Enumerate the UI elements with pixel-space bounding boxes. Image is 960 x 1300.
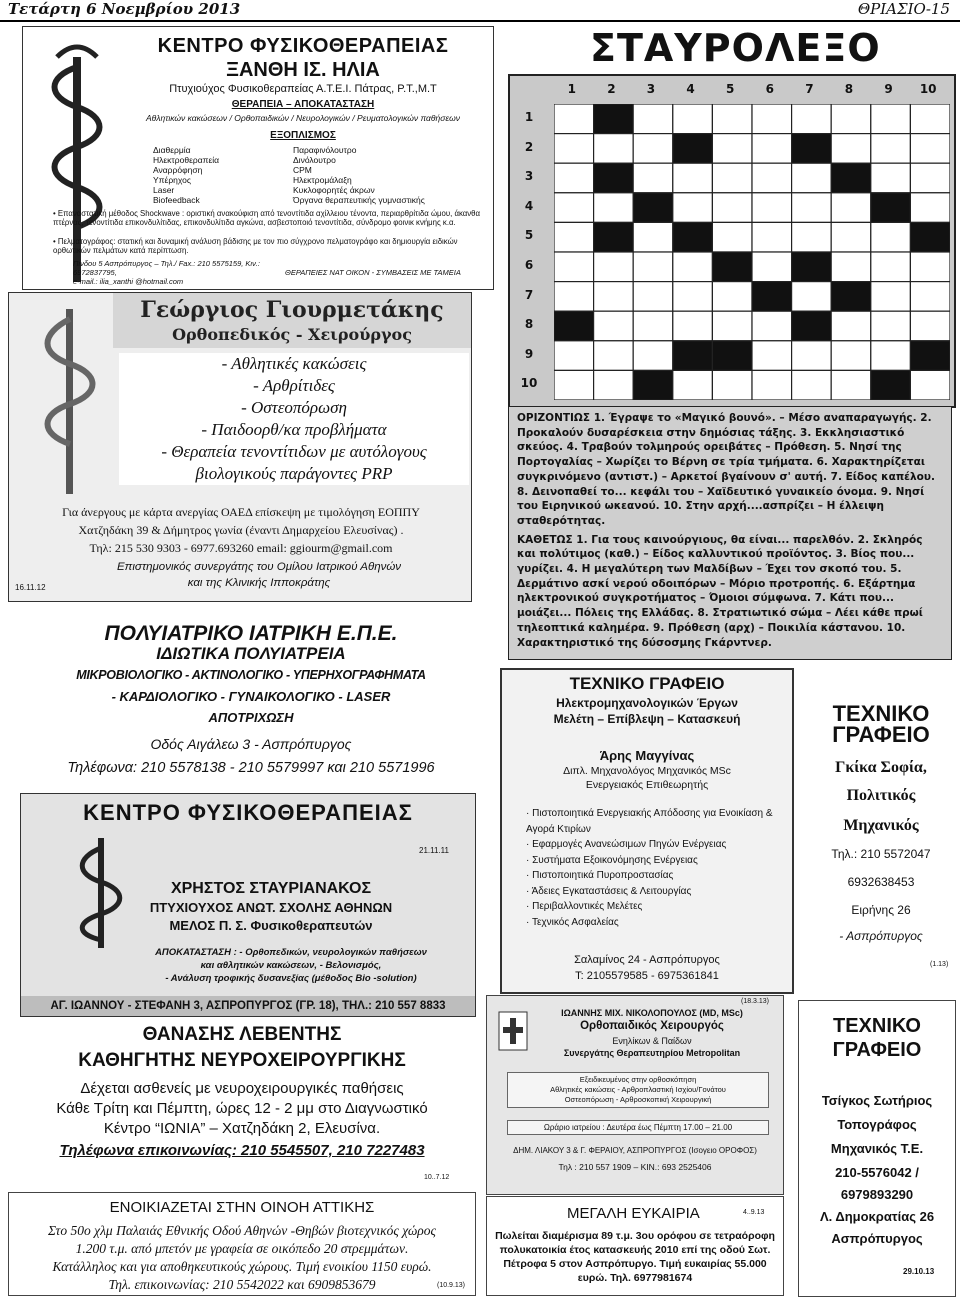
- ad-technical-office-magginas: [500, 668, 794, 994]
- crossword-cell: [831, 163, 871, 193]
- ad-physio-ilia: [22, 26, 494, 290]
- crossword-col-number: 9: [884, 82, 893, 96]
- ad2-services: [119, 353, 469, 485]
- ad-technical-office-tsigkos: [798, 1000, 956, 1297]
- crossword-cell: [752, 193, 792, 223]
- crossword-row-number: 7: [524, 287, 534, 302]
- ad1-address: Πίνδου 5 Ασπρόπυργος – Τηλ./ Fax.: 210 5575159, Κιν.: 6972837795,: [73, 259, 261, 277]
- clues-across-title: ΟΡΙΖΟΝΤΙΩΣ: [517, 412, 591, 424]
- crossword-cell: [554, 341, 594, 371]
- crossword-cell: [831, 252, 871, 282]
- crossword-cell: [792, 370, 832, 400]
- crossword-cell: [910, 193, 950, 223]
- crossword-cell: [871, 193, 911, 223]
- crossword-cell: [910, 311, 950, 341]
- list-item: Κυκλοφορητές άκρων: [293, 185, 375, 195]
- crossword-cell: [871, 282, 911, 312]
- ad8-desc-line: Εξειδικευμένος στην ορθοσκόπηση: [579, 1075, 697, 1084]
- ad10-title2: ΓΡΑΦΕΙΟ: [832, 1039, 922, 1061]
- crossword-cell: [792, 134, 832, 164]
- header-date: Τετάρτη 6 Νοεμβρίου 2013: [8, 0, 241, 18]
- ad11-text2: 1.200 τ.μ. από μπετόν με γραφεία σε οικόπεδο 20 στρεμμάτων.: [75, 1241, 409, 1256]
- ad6-street: Ειρήνης 26: [851, 903, 911, 917]
- crossword-cell: [594, 341, 634, 371]
- crossword-cell: [633, 282, 673, 312]
- crossword-cell: [831, 193, 871, 223]
- ad8-name: ΙΩΑΝΝΗΣ ΜΙΧ. ΝΙΚΟΛΟΠΟΥΛΟΣ (MD, MSc): [561, 1008, 743, 1018]
- crossword-cell: [910, 104, 950, 134]
- ad7-date: 10..7.12: [424, 1174, 450, 1181]
- crossword-cell: [712, 163, 752, 193]
- ad-apartment-sale: [486, 1196, 784, 1296]
- crossword-cell: [673, 282, 713, 312]
- ad5-subtitle: Ηλεκτρομηχανολογικών Έργων: [556, 696, 738, 710]
- crossword-cell: [554, 282, 594, 312]
- ad8-date: (18.3.13): [741, 998, 770, 1005]
- list-item: - Παιδοορθ/κα προβλήματα: [201, 420, 387, 439]
- crossword-cell: [712, 370, 752, 400]
- crossword-grid: [554, 104, 950, 400]
- list-item: Ηλεκτρομάλαξη: [293, 175, 352, 185]
- ad3-services-line2: - ΚΑΡΔΙΟΛΟΓΙΚΟ - ΓΥΝΑΙΚΟΛΟΓΙΚΟ - LASER: [111, 689, 391, 704]
- crossword-cell: [673, 134, 713, 164]
- ad-orthopedic-giourmetakis: [8, 292, 472, 602]
- ad4-title: ΚΕΝΤΡΟ ΦΥΣΙΚΟΘΕΡΑΠΕΙΑΣ: [83, 800, 413, 825]
- ad5-degree2: Ενεργειακός Επιθεωρητής: [585, 779, 709, 791]
- crossword-cell: [712, 104, 752, 134]
- crossword-title: ΣΤΑΥΡΟΛΕΞΟ: [590, 26, 881, 70]
- ad7-line3: Κέντρο “ΙΩΝΙΑ” – Χατζηδάκη 2, Ελευσίνα.: [103, 1120, 381, 1137]
- header-page-label: ΘΡΙΑΣΙΟ-15: [857, 0, 950, 18]
- crossword-cell: [792, 311, 832, 341]
- crossword-cell: [594, 193, 634, 223]
- ad6-role1: Πολιτικός: [846, 787, 916, 804]
- crossword-col-number: 1: [567, 82, 576, 96]
- crossword-puzzle: [508, 74, 956, 408]
- crossword-col-number: 7: [805, 82, 814, 96]
- crossword-cell: [792, 341, 832, 371]
- crossword-cell: [831, 222, 871, 252]
- list-item: - Αρθρίτιδες: [253, 376, 335, 395]
- crossword-cell: [910, 134, 950, 164]
- ad2-contact: Τηλ: 215 530 9303 - 6977.693260 email: ggiourm@gmail.com: [89, 541, 393, 555]
- list-item: · Άδειες Εγκαταστάσεις & Λειτουργίας: [526, 885, 692, 897]
- ad5-phones: Τ: 2105579585 - 6975361841: [575, 970, 719, 982]
- ad2-info-line: Χατζηδάκη 39 & Δήμητρος γωνία (έναντι Δημαρχείου Ελευσίνας) .: [78, 523, 404, 537]
- crossword-cell: [712, 193, 752, 223]
- ad2-date: 16.11.12: [15, 583, 46, 592]
- crossword-cell: [871, 252, 911, 282]
- ad1-equipment-title: ΕΞΟΠΛΙΣΜΟΣ: [270, 130, 336, 141]
- crossword-cell: [792, 104, 832, 134]
- ad7-title: ΚΑΘΗΓΗΤΗΣ ΝΕΥΡΟΧΕΙΡΟΥΡΓΙΚΗΣ: [78, 1050, 406, 1071]
- crossword-cell: [752, 282, 792, 312]
- ad3-services-line3: ΑΠΟΤΡΙΧΩΣΗ: [208, 710, 294, 725]
- crossword-cell: [554, 193, 594, 223]
- ad3-phones: Τηλέφωνα: 210 5578138 - 210 5579997 και 210 5571996: [67, 760, 435, 776]
- crossword-cell: [554, 222, 594, 252]
- crossword-cell: [594, 134, 634, 164]
- crossword-cell: [871, 311, 911, 341]
- ad3-subtitle: ΙΔΙΩΤΙΚΑ ΠΟΛΥΙΑΤΡΕΙΑ: [156, 644, 346, 663]
- caduceus-logo: [15, 299, 125, 499]
- crossword-col-number: 8: [844, 82, 854, 96]
- ad10-name: Τσίγκος Σωτήριος: [821, 1093, 933, 1108]
- crossword-row-number: 4: [524, 198, 534, 213]
- ad-orthopedic-nikolopoulos: [486, 995, 784, 1195]
- crossword-cell: [752, 370, 792, 400]
- ad8-hours: Ωράριο ιατρείου : Δευτέρα έως Πέμπτη 17.00 – 21.00: [507, 1120, 769, 1135]
- ad1-note-insole: • Πελματογράφος: στατική και δυναμική ανάλυση βάδισης με τον πιο σύγχρονο πελματογράφο και δημιουργία ειδικών ορθωτικών πελμάτων κατά περίπτωση.: [53, 237, 458, 255]
- list-item: Διαθερμία: [153, 145, 191, 155]
- crossword-cell: [594, 104, 634, 134]
- clues-down-title: ΚΑΘΕΤΩΣ: [517, 533, 573, 546]
- crossword-cell: [633, 134, 673, 164]
- list-item: · Περιβαλλοντικές Μελέτες: [526, 901, 643, 912]
- crossword-cell: [712, 134, 752, 164]
- crossword-cell: [673, 370, 713, 400]
- crossword-cell: [712, 222, 752, 252]
- crossword-cell: [792, 282, 832, 312]
- crossword-cell: [594, 370, 634, 400]
- ad11-text3: Κατάλληλος και για αποθηκευτικούς χώρους. Τιμή ενοικίου 1150 ευρώ.: [52, 1259, 432, 1274]
- list-item: Υπέρηχος: [153, 175, 191, 185]
- crossword-cell: [633, 104, 673, 134]
- crossword-cell: [712, 252, 752, 282]
- ad8-sub2: Συνεργάτης Θεραπευτηρίου Metropolitan: [563, 1048, 741, 1058]
- list-item: - Οστεοπόρωση: [241, 398, 347, 417]
- ad8-sub1: Ενηλίκων & Παίδων: [612, 1036, 692, 1046]
- crossword-cell: [871, 341, 911, 371]
- crossword-cell: [910, 370, 950, 400]
- crossword-cell: [910, 222, 950, 252]
- list-item: Ηλεκτροθεραπεία: [153, 155, 220, 165]
- ad10-mobile: 6979893290: [840, 1187, 914, 1202]
- crossword-cell: [792, 252, 832, 282]
- crossword-cell: [673, 104, 713, 134]
- ad2-collab: [49, 559, 469, 591]
- ad8-desc-line: Οστεοπόρωση - Αρθροσκοπική Χειρουργική: [564, 1095, 712, 1104]
- ad2-collab-line: Επιστημονικός συνεργάτης του Ομίλου Ιατρικού Αθηνών: [116, 561, 402, 573]
- ad-polyclinic: [8, 618, 494, 788]
- ad-physio-stavrianakos: [20, 793, 476, 1017]
- ad5-address: Σαλαμίνος 24 - Ασπρόπυργος: [574, 954, 720, 966]
- ad1-subtitle: Πτυχιούχος Φυσικοθεραπείας Α.Τ.Ε.Ι. Πάτρας, P.T.,M.T: [169, 83, 437, 95]
- crossword-cell: [554, 311, 594, 341]
- crossword-cell: [594, 222, 634, 252]
- list-item: Όργανα θεραπευτικής γυμναστικής: [293, 195, 425, 205]
- ad8-description: [507, 1072, 769, 1108]
- ad-rental-oinoi: [8, 1192, 476, 1296]
- ad7-name: ΘΑΝΑΣΗΣ ΛΕΒΕΝΤΗΣ: [142, 1024, 342, 1045]
- crossword-cell: [792, 222, 832, 252]
- ad7-phones: Τηλέφωνα επικοινωνίας: 210 5545507, 210 7227483: [59, 1142, 425, 1159]
- ad6-phone: Τηλ.: 210 5572047: [831, 847, 931, 861]
- crossword-cell: [752, 341, 792, 371]
- ad10-street: Λ. Δημοκρατίας 26: [819, 1209, 935, 1224]
- crossword-cell: [594, 163, 634, 193]
- ad2-info: [13, 503, 469, 557]
- ad1-equipment-left: [153, 145, 293, 205]
- list-item: · Τεχνικός Ασφαλείας: [526, 916, 619, 928]
- crossword-cell: [594, 311, 634, 341]
- crossword-cell: [712, 341, 752, 371]
- crossword-col-number: 3: [646, 82, 656, 96]
- ad1-section: ΘΕΡΑΠΕΙΑ – ΑΠΟΚΑΤΑΣΤΑΣΗ: [231, 99, 375, 110]
- crossword-cell: [910, 252, 950, 282]
- crossword-col-number: 4: [686, 82, 695, 96]
- crossword-cell: [633, 341, 673, 371]
- crossword-row-number: 3: [524, 169, 534, 184]
- crossword-cell: [831, 311, 871, 341]
- list-item: Αναρρόφηση: [153, 165, 203, 175]
- crossword-cell: [792, 193, 832, 223]
- ad8-desc-line: Αθλητικές κακώσεις - Αρθροπλαστική Ισχίου/Γονάτου: [550, 1085, 726, 1094]
- ad2-info-line: Για άνεργους με κάρτα ανεργίας ΟΑΕΔ επίσκεψη με τιμολόγηση ΕΟΠΠΥ: [62, 505, 420, 519]
- crossword-row-number: 9: [524, 346, 534, 361]
- ad6-role2: Μηχανικός: [843, 817, 919, 834]
- crossword-cell: [554, 252, 594, 282]
- crossword-cell: [831, 282, 871, 312]
- ad4-footer: ΑΓ. ΙΩΑΝΝΟΥ - ΣΤΕΦΑΝΗ 3, ΑΣΠΡΟΠΥΡΓΟΣ (ΓΡ. 18), ΤΗΛ.: 210 557 8833: [21, 996, 475, 1016]
- crossword-cell: [871, 370, 911, 400]
- crossword-cell: [831, 134, 871, 164]
- ad6-date: (1.13): [930, 961, 949, 968]
- crossword-col-number: 10: [919, 82, 937, 96]
- crossword-cell: [712, 282, 752, 312]
- crossword-cell: [554, 163, 594, 193]
- crossword-row-number: 5: [524, 228, 534, 243]
- list-item: Παραφινόλουτρο: [293, 145, 357, 155]
- crossword-row-number: 10: [520, 376, 538, 391]
- crossword-col-number: 2: [607, 82, 616, 96]
- ad4-degree: ΠΤΥΧΙΟΥΧΟΣ ΑΝΩΤ. ΣΧΟΛΗΣ ΑΘΗΝΩΝ: [149, 900, 393, 915]
- crossword-cell: [910, 341, 950, 371]
- crossword-cell: [594, 252, 634, 282]
- ad5-subtitle2: Μελέτη – Επίβλεψη – Κατασκευή: [553, 712, 741, 726]
- crossword-cell: [910, 282, 950, 312]
- ad5-title: ΤΕΧΝΙΚΟ ΓΡΑΦΕΙΟ: [569, 674, 725, 693]
- ad-neurosurgeon-leventis: [12, 1018, 472, 1188]
- crossword-cell: [673, 163, 713, 193]
- crossword-clues: [508, 406, 952, 660]
- crossword-cell: [633, 163, 673, 193]
- ad5-degree: Διπλ. Μηχανολόγος Μηχανικός MSc: [563, 765, 731, 777]
- crossword-row-number: 8: [524, 317, 534, 332]
- list-item: Biofeedback: [153, 195, 200, 205]
- hospital-logo-icon: [497, 1010, 529, 1052]
- list-item: · Εφαρμογές Ανανεώσιμων Πηγών Ενέργειας: [526, 839, 727, 850]
- list-item: Δινόλουτρο: [293, 155, 336, 165]
- crossword-cell: [752, 134, 792, 164]
- ad2-specialty: Ορθοπεδικός - Χειρούργος: [172, 325, 412, 344]
- ad8-phones: Τηλ : 210 557 1909 – ΚΙΝ.: 693 2525406: [558, 1162, 712, 1172]
- crossword-cell: [633, 252, 673, 282]
- list-item: · Συστήματα Εξοικονόμησης Ενέργειας: [526, 854, 698, 866]
- crossword-cell: [673, 341, 713, 371]
- ad8-address: ΔΗΜ. ΛΙΑΚΟΥ 3 & Γ. ΦΕΡΑΙΟΥ, ΑΣΠΡΟΠΥΡΓΟΣ (Ισογειο ΟΡΟΦΟΣ): [513, 1146, 757, 1155]
- crossword-cell: [871, 222, 911, 252]
- ad4-name: ΧΡΗΣΤΟΣ ΣΤΑΥΡΙΑΝΑΚΟΣ: [170, 880, 372, 897]
- crossword-cell: [752, 163, 792, 193]
- ad1-section-sub: Αθλητικών κακώσεων / Ορθοπαιδικών / Νευρολογικών / Ρευματολογικών παθήσεων: [146, 113, 460, 123]
- crossword-cell: [633, 222, 673, 252]
- ad11-title: ΕΝΟΙΚΙΑΖΕΤΑΙ ΣΤΗΝ ΟΙΝΟΗ ΑΤΤΙΚΗΣ: [109, 1199, 375, 1216]
- ad10-city: Ασπρόπυργος: [831, 1231, 923, 1246]
- ad4-desc-line: ΑΠΟΚΑΤΑΣΤΑΣΗ : - Ορθοπεδικών, νευρολογικών παθήσεων: [155, 947, 427, 958]
- crossword-cell: [594, 282, 634, 312]
- ad6-title1: ΤΕΧΝΙΚΟ: [832, 701, 930, 726]
- ad11-phones: Τηλ. επικοινωνίας: 210 5542022 και 6909853679: [108, 1277, 376, 1292]
- list-item: Laser: [153, 185, 175, 195]
- crossword-row-number: 1: [524, 110, 534, 124]
- crossword-cell: [554, 104, 594, 134]
- ad6-mobile: 6932638453: [847, 875, 915, 889]
- header-rule: [0, 20, 960, 22]
- ad3-services-line1: ΜΙΚΡΟΒΙΟΛΟΓΙΚΟ - ΑΚΤΙΝΟΛΟΓΙΚΟ - ΥΠΕΡΗΧΟΓΡΑΦΗΜΑΤΑ: [76, 668, 426, 682]
- ad6-name: Γκίκα Σοφία,: [835, 759, 927, 776]
- crossword-cell: [712, 311, 752, 341]
- list-item: - Αθλητικές κακώσεις: [221, 354, 367, 373]
- crossword-row-number: 2: [524, 139, 534, 154]
- list-item: · Πιστοποιητικά Ενεργειακής Απόδοσης για Ενοικίαση & Αγορά Κτιρίων: [526, 808, 773, 835]
- ad1-note-shockwave: • Επαναστατική μέθοδος Shockwave : οριστική ανακούφιση από τενοντίτιδα αχίλλειου τένοντα, περιαρθρίτιδα ώμου, άκανθα πτέρνας, τενοντίτιδα επικονδυλίτιδας, επικονδυλίτιδα αγκώνα, ασβεστοποιό τενοντίτιδα, σύνδρομο φοινικ κνήμης κ.α.: [53, 209, 481, 227]
- ad4-membership: ΜΕΛΟΣ Π. Σ. Φυσικοθεραπευτών: [169, 918, 373, 933]
- crossword-col-number: 5: [726, 82, 735, 96]
- ad10-role: Τοπογράφος: [837, 1117, 917, 1132]
- crossword-cell: [633, 311, 673, 341]
- ad9-date: 4..9.13: [743, 1209, 765, 1216]
- ad2-collab-line: και της Κλινικής Ιπποκράτης: [187, 577, 331, 589]
- ad1-email: e-mail.: ilia_xanthi @hotmail.com: [73, 277, 184, 286]
- crossword-cell: [673, 252, 713, 282]
- ad1-title: ΚΕΝΤΡΟ ΦΥΣΙΚΟΘΕΡΑΠΕΙΑΣ: [157, 35, 449, 57]
- ad9-title: ΜΕΓΑΛΗ ΕΥΚΑΙΡΙΑ: [567, 1205, 700, 1222]
- crossword-cell: [752, 222, 792, 252]
- crossword-cell: [871, 104, 911, 134]
- crossword-cell: [752, 104, 792, 134]
- crossword-column-numbers: [552, 82, 948, 102]
- crossword-col-number: 6: [765, 82, 774, 96]
- clues-across: 1. Έγραψε το «Μαγικό βουνό». – Μέσο αναπαραγωγής. 2. Προκαλούν δυσαρέσκεια στην δημόσιας τάξης. 3. Εκκλησιαστικό σκεύος. 4. Τραβούν τολμηρούς ορειβάτες – Πρόθεση. 5. Νησί της Πορτογαλίας – Χωρίζει το Βέρνη σε τρία τμήματα. 6. Χαρακτηρίζεται συγκρινόμενο (αντιστ.) – Αρκετοί βγαίνουν σ' αυτή. 7. Είδος καπέλου. 8. Δεινοπαθεί το... κεφάλι του – Χαϊδευτικό γυναικείο όνομα. 9. Νησί του Ειρηνικού ωκεανού. 10. Στην αρχή....ασπρίζει – Η έλλειψη σταθερότητας.: [517, 412, 935, 527]
- crossword-cell: [831, 370, 871, 400]
- ad6-title2: ΓΡΑΦΕΙΟ: [832, 722, 930, 747]
- ad10-phone: 210-5576042 /: [835, 1165, 919, 1180]
- list-item: - Θεραπεία τενοντίτιδων με αυτόλογους: [161, 442, 427, 461]
- ad6-city: - Ασπρόπυργος: [839, 929, 923, 943]
- ad1-footer-left: [73, 259, 293, 286]
- ad4-desc-line: και αθλητικών κακώσεων, - Βελονισμός,: [200, 960, 382, 971]
- ad4-date: 21.11.11: [419, 846, 449, 855]
- crossword-cell: [633, 193, 673, 223]
- crossword-cell: [831, 104, 871, 134]
- crossword-cell: [673, 193, 713, 223]
- crossword-cell: [752, 252, 792, 282]
- list-item: · Πιστοποιητικά Πυροπροστασίας: [526, 870, 674, 881]
- ad7-line2: Κάθε Τρίτη και Πέμπτη, ώρες 12 - 2 μμ στο Διαγνωστικό: [56, 1100, 428, 1117]
- list-item: CPM: [293, 165, 312, 175]
- ad9-text: Πωλείται διαμέρισμα 89 τ.μ. 3ου ορόφου σε τετραόροφη πολυκατοικία έτος κατασκευής 2010 επί της οδού Σωτ. Πέτροφα 5 στον Ασπρόπυργο. Τιμή ευκαιρίας 55.000 ευρώ. Τηλ. 6977981674: [495, 1230, 775, 1284]
- crossword-cell: [871, 163, 911, 193]
- ad11-text1: Στο 50ο χλμ Παλαιάς Εθνικής Οδού Αθηνών -Θηβών βιοτεχνικός χώρος: [47, 1223, 437, 1238]
- ad2-name: Γεώργιος Γιουρμετάκης: [140, 297, 444, 323]
- crossword-cell: [633, 370, 673, 400]
- crossword-cell: [871, 134, 911, 164]
- ad10-role2: Μηχανικός Τ.Ε.: [830, 1141, 924, 1156]
- crossword-cell: [910, 163, 950, 193]
- crossword-cell: [792, 163, 832, 193]
- ad4-desc-line: - Ανάλυση τροφικής δυσανεξίας (μέθοδος Bio -solution): [165, 973, 417, 984]
- ad10-date: 29.10.13: [903, 1267, 935, 1276]
- crossword-cell: [752, 311, 792, 341]
- crossword-cell: [673, 311, 713, 341]
- crossword-cell: [831, 341, 871, 371]
- ad10-title1: ΤΕΧΝΙΚΟ: [833, 1015, 921, 1037]
- list-item: βιολογικούς παράγοντες PRP: [195, 464, 393, 483]
- ad1-equipment-right: [293, 145, 483, 205]
- ad11-date: (10.9.13): [437, 1282, 466, 1289]
- ad3-address: Οδός Αιγάλεω 3 - Ασπρόπυργος: [150, 736, 352, 752]
- crossword-row-number: 6: [524, 258, 534, 272]
- ad3-title: ΠΟΛΥΙΑΤΡΙΚΟ ΙΑΤΡΙΚΗ Ε.Π.Ε.: [104, 622, 398, 645]
- ad8-specialty: Ορθοπαιδικός Χειρουργός: [580, 1020, 724, 1032]
- clues-down: 1. Για τους καινούργιους, θα είναι... παρελθόν. 2. Σκληρός και πολύτιμος (καθ.) – Είδος καλλυντικού προϊόντος. 3. Βίος που... γυρίζει. 4. Η μεγαλύτερη των Μαλδίβων – Έχει τον σκοπό του. 5. Δερμάτινο ασκί νερού οδοιπόρων – Μόριο προτροπής. 6. Εξάρτημα ηλεκτρονικού συγκροτήματος – Όμοιοι σύμφωνα. 7. Κάτι που... μοιάζει... Πόλεις της Ελλάδας. 8. Στρατιωτικό σώμα – Λέει κάθε πρωί τηλεοπτικά καλημέρα. 9. Πρόθεση (αρχ) – Ποικιλία κάστανου. 10. Χαρακτηριστικό της δύσοσμης Γκάρντνερ.: [517, 533, 923, 649]
- ad-technical-office-gkika: [806, 695, 956, 980]
- ad1-footer-right: ΘΕΡΑΠΕΙΕΣ ΝΑΤ ΟΙΚΟΝ - ΣΥΜΒΑΣΕΙΣ ΜΕ ΤΑΜΕΙΑ: [285, 268, 461, 277]
- crossword-cell: [673, 222, 713, 252]
- ad5-services: [526, 806, 782, 930]
- ad1-name: ΞΑΝΘΗ ΙΣ. ΗΛΙΑ: [226, 59, 380, 81]
- ad7-line1: Δέχεται ασθενείς με νευροχειρουργικές παθήσεις: [80, 1080, 404, 1097]
- ad5-name: Άρης Μαγγίνας: [599, 748, 695, 763]
- crossword-cell: [554, 370, 594, 400]
- ad4-description: [111, 946, 471, 985]
- crossword-cell: [554, 134, 594, 164]
